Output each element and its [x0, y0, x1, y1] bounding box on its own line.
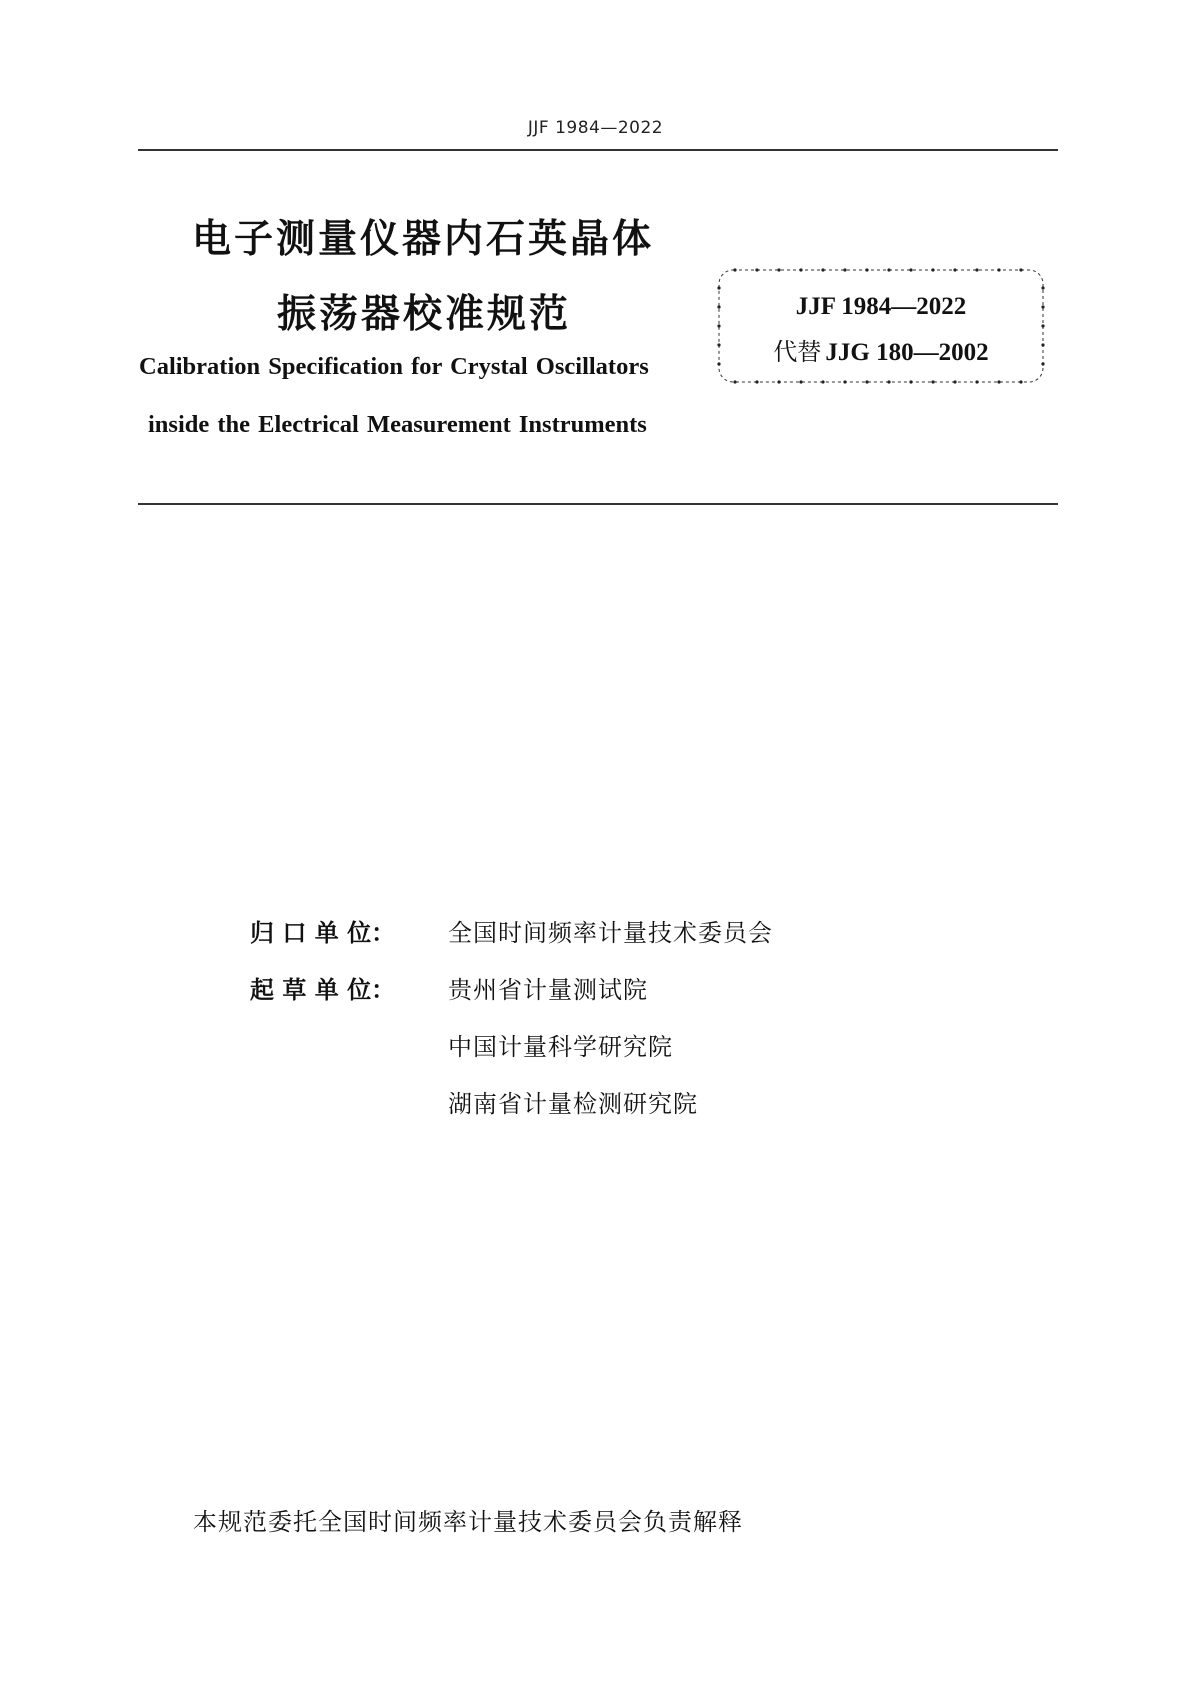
- running-header: JJF 1984—2022: [527, 118, 664, 138]
- title-cn-line1: 电子测量仪器内石英晶体: [192, 217, 655, 262]
- border-dot: [931, 380, 934, 383]
- title-en-line2: inside the Electrical Measurement Instruments: [148, 411, 647, 438]
- border-dot: [1041, 286, 1044, 289]
- responsible-unit-value: 全国时间频率计量技术委员会: [448, 919, 773, 947]
- title-en-line1: Calibration Specification for Crystal Oscillators: [139, 353, 649, 380]
- border-dot: [755, 268, 758, 271]
- border-dot: [777, 380, 780, 383]
- decorative-border: [715, 266, 1047, 386]
- border-dot: [997, 380, 1000, 383]
- drafting-unit-value-3: 湖南省计量检测研究院: [448, 1090, 698, 1118]
- replaces-prefix: 代替: [773, 338, 822, 366]
- border-dot: [909, 268, 912, 271]
- replaces-code: JJG 180—2002: [825, 339, 989, 366]
- border-dot: [843, 268, 846, 271]
- drafting-unit-value-1: 贵州省计量测试院: [448, 976, 648, 1004]
- drafting-unit-row: [250, 1027, 673, 1062]
- border-dot: [799, 268, 802, 271]
- border-dot: [799, 380, 802, 383]
- header-rule: [138, 149, 1058, 151]
- title-cn-line2: 振荡器校准规范: [277, 292, 572, 337]
- drafting-unit-row: [250, 970, 648, 1005]
- border-dot: [821, 380, 824, 383]
- border-dot: [887, 268, 890, 271]
- border-dot: [755, 380, 758, 383]
- responsible-unit-label: 归 口 单 位：: [250, 919, 396, 947]
- border-dot: [953, 380, 956, 383]
- drafting-unit-row: [250, 1084, 698, 1119]
- border-dot: [821, 268, 824, 271]
- border-dot: [1041, 324, 1044, 327]
- border-dot: [843, 380, 846, 383]
- border-dot: [717, 324, 720, 327]
- border-dot: [887, 380, 890, 383]
- border-dot: [909, 380, 912, 383]
- replaces-line: [715, 332, 1047, 367]
- border-dot: [953, 268, 956, 271]
- border-dot: [975, 268, 978, 271]
- drafting-unit-label: 起 草 单 位：: [250, 976, 396, 1004]
- standard-code: JJF 1984—2022: [795, 293, 967, 320]
- border-dot: [717, 286, 720, 289]
- border-dot: [1019, 268, 1022, 271]
- border-dot: [865, 268, 868, 271]
- drafting-unit-value-2: 中国计量科学研究院: [448, 1033, 673, 1061]
- border-dot: [997, 268, 1000, 271]
- interpretation-note: 本规范委托全国时间频率计量技术委员会负责解释: [193, 1508, 743, 1536]
- border-dot: [733, 380, 736, 383]
- border-dot: [931, 268, 934, 271]
- border-dot: [865, 380, 868, 383]
- border-dot: [777, 268, 780, 271]
- standard-code-box: [715, 266, 1047, 386]
- border-dot: [733, 268, 736, 271]
- responsible-unit-row: [250, 913, 773, 948]
- border-dot: [975, 380, 978, 383]
- title-bottom-rule: [138, 503, 1058, 505]
- border-dot: [1019, 380, 1022, 383]
